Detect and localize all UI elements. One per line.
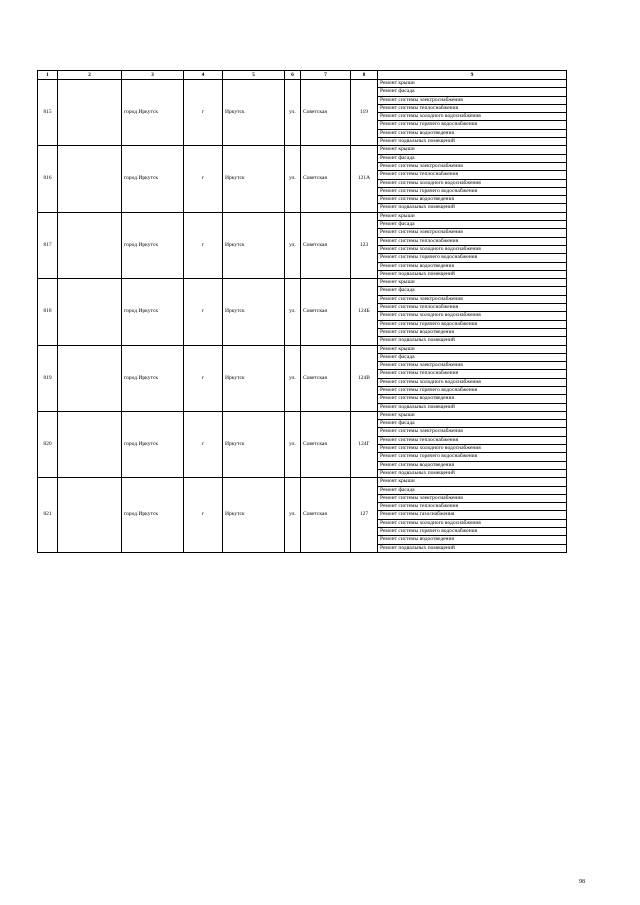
work-type-cell: Ремонт системы теплоснабжения xyxy=(378,171,567,179)
work-type-cell: Ремонт системы водоотведения xyxy=(378,536,567,544)
work-type-cell: Ремонт крыши xyxy=(378,478,567,486)
work-type-cell: Ремонт системы горячего водоснабжения xyxy=(378,386,567,394)
settlement-type-cell: г xyxy=(184,212,223,278)
works-table xyxy=(37,70,567,553)
work-type-cell: Ремонт подвальных помещений xyxy=(378,138,567,146)
header-cell: 3 xyxy=(122,71,184,80)
table-header xyxy=(38,71,567,80)
record-number: 819 xyxy=(38,345,58,411)
settlement-cell: Иркутск xyxy=(223,80,285,146)
work-type-cell: Ремонт фасада xyxy=(378,353,567,361)
settlement-type-cell: г xyxy=(184,80,223,146)
work-type-cell: Ремонт системы холодного водоснабжения xyxy=(378,519,567,527)
work-type-cell: Ремонт системы электроснабжения xyxy=(378,295,567,303)
page-number: 98 xyxy=(579,879,585,885)
street-cell: Советская xyxy=(301,279,351,345)
street-type-cell: ул. xyxy=(285,80,301,146)
header-row xyxy=(38,71,567,80)
settlement-type-cell: г xyxy=(184,345,223,411)
municipality-cell: город Иркутск xyxy=(122,345,184,411)
work-type-cell: Ремонт системы горячего водоснабжения xyxy=(378,187,567,195)
municipality-cell: город Иркутск xyxy=(122,80,184,146)
street-cell: Советская xyxy=(301,212,351,278)
house-number-cell: 127 xyxy=(351,478,378,553)
street-type-cell: ул. xyxy=(285,146,301,212)
work-type-cell: Ремонт фасада xyxy=(378,154,567,162)
work-type-cell: Ремонт системы водоотведения xyxy=(378,461,567,469)
work-type-cell: Ремонт подвальных помещений xyxy=(378,204,567,212)
municipality-cell: город Иркутск xyxy=(122,279,184,345)
work-type-cell: Ремонт системы теплоснабжения xyxy=(378,436,567,444)
header-cell: 5 xyxy=(223,71,285,80)
header-cell: 6 xyxy=(285,71,301,80)
work-type-cell: Ремонт системы горячего водоснабжения xyxy=(378,121,567,129)
header-cell: 2 xyxy=(58,71,122,80)
empty-cell xyxy=(58,411,122,477)
house-number-cell: 119 xyxy=(351,80,378,146)
work-type-cell: Ремонт системы горячего водоснабжения xyxy=(378,528,567,536)
record-number: 815 xyxy=(38,80,58,146)
record-number: 821 xyxy=(38,478,58,553)
work-type-cell: Ремонт системы теплоснабжения xyxy=(378,104,567,112)
table-body xyxy=(38,80,567,553)
table-row xyxy=(38,80,567,88)
work-type-cell: Ремонт подвальных помещений xyxy=(378,544,567,552)
table-row xyxy=(38,345,567,353)
work-type-cell: Ремонт системы теплоснабжения xyxy=(378,304,567,312)
work-type-cell: Ремонт подвальных помещений xyxy=(378,270,567,278)
work-type-cell: Ремонт системы газоснабжения xyxy=(378,511,567,519)
work-type-cell: Ремонт системы горячего водоснабжения xyxy=(378,320,567,328)
header-cell: 1 xyxy=(38,71,58,80)
house-number-cell: 123 xyxy=(351,212,378,278)
work-type-cell: Ремонт системы водоотведения xyxy=(378,196,567,204)
settlement-cell: Иркутск xyxy=(223,212,285,278)
street-cell: Советская xyxy=(301,411,351,477)
settlement-cell: Иркутск xyxy=(223,345,285,411)
record-number: 820 xyxy=(38,411,58,477)
work-type-cell: Ремонт системы теплоснабжения xyxy=(378,503,567,511)
work-type-cell: Ремонт системы холодного водоснабжения xyxy=(378,378,567,386)
header-cell: 7 xyxy=(301,71,351,80)
empty-cell xyxy=(58,212,122,278)
settlement-cell: Иркутск xyxy=(223,146,285,212)
work-type-cell: Ремонт крыши xyxy=(378,411,567,419)
house-number-cell: 124Б xyxy=(351,279,378,345)
street-cell: Советская xyxy=(301,146,351,212)
work-type-cell: Ремонт системы водоотведения xyxy=(378,262,567,270)
settlement-type-cell: г xyxy=(184,146,223,212)
work-type-cell: Ремонт системы электроснабжения xyxy=(378,229,567,237)
street-type-cell: ул. xyxy=(285,212,301,278)
settlement-cell: Иркутск xyxy=(223,279,285,345)
work-type-cell: Ремонт системы электроснабжения xyxy=(378,162,567,170)
work-type-cell: Ремонт системы холодного водоснабжения xyxy=(378,113,567,121)
settlement-type-cell: г xyxy=(184,411,223,477)
street-type-cell: ул. xyxy=(285,279,301,345)
table-row xyxy=(38,146,567,154)
work-type-cell: Ремонт системы холодного водоснабжения xyxy=(378,445,567,453)
work-type-cell: Ремонт системы теплоснабжения xyxy=(378,237,567,245)
work-type-cell: Ремонт системы электроснабжения xyxy=(378,362,567,370)
record-number: 816 xyxy=(38,146,58,212)
record-number: 818 xyxy=(38,279,58,345)
street-cell: Советская xyxy=(301,345,351,411)
settlement-type-cell: г xyxy=(184,279,223,345)
work-type-cell: Ремонт системы водоотведения xyxy=(378,328,567,336)
record-number: 817 xyxy=(38,212,58,278)
settlement-cell: Иркутск xyxy=(223,478,285,553)
work-type-cell: Ремонт крыши xyxy=(378,146,567,154)
empty-cell xyxy=(58,345,122,411)
work-type-cell: Ремонт системы горячего водоснабжения xyxy=(378,453,567,461)
work-type-cell: Ремонт системы горячего водоснабжения xyxy=(378,254,567,262)
work-type-cell: Ремонт системы водоотведения xyxy=(378,395,567,403)
header-cell: 8 xyxy=(351,71,378,80)
header-cell: 9 xyxy=(378,71,567,80)
table-row xyxy=(38,411,567,419)
empty-cell xyxy=(58,80,122,146)
work-type-cell: Ремонт фасада xyxy=(378,221,567,229)
street-type-cell: ул. xyxy=(285,411,301,477)
house-number-cell: 121А xyxy=(351,146,378,212)
settlement-type-cell: г xyxy=(184,478,223,553)
settlement-cell: Иркутск xyxy=(223,411,285,477)
table-row xyxy=(38,212,567,220)
work-type-cell: Ремонт крыши xyxy=(378,80,567,88)
work-type-cell: Ремонт подвальных помещений xyxy=(378,337,567,345)
municipality-cell: город Иркутск xyxy=(122,478,184,553)
municipality-cell: город Иркутск xyxy=(122,146,184,212)
work-type-cell: Ремонт системы холодного водоснабжения xyxy=(378,245,567,253)
work-type-cell: Ремонт фасада xyxy=(378,88,567,96)
work-type-cell: Ремонт фасада xyxy=(378,287,567,295)
street-cell: Советская xyxy=(301,80,351,146)
work-type-cell: Ремонт подвальных помещений xyxy=(378,403,567,411)
work-type-cell: Ремонт крыши xyxy=(378,279,567,287)
work-type-cell: Ремонт системы холодного водоснабжения xyxy=(378,312,567,320)
work-type-cell: Ремонт системы водоотведения xyxy=(378,129,567,137)
street-type-cell: ул. xyxy=(285,345,301,411)
house-number-cell: 124В xyxy=(351,345,378,411)
street-type-cell: ул. xyxy=(285,478,301,553)
empty-cell xyxy=(58,478,122,553)
work-type-cell: Ремонт системы теплоснабжения xyxy=(378,370,567,378)
empty-cell xyxy=(58,279,122,345)
table-row xyxy=(38,279,567,287)
work-type-cell: Ремонт фасада xyxy=(378,420,567,428)
table-row xyxy=(38,478,567,486)
work-type-cell: Ремонт фасада xyxy=(378,486,567,494)
work-type-cell: Ремонт крыши xyxy=(378,212,567,220)
work-type-cell: Ремонт крыши xyxy=(378,345,567,353)
house-number-cell: 124Г xyxy=(351,411,378,477)
work-type-cell: Ремонт системы холодного водоснабжения xyxy=(378,179,567,187)
empty-cell xyxy=(58,146,122,212)
work-type-cell: Ремонт системы электроснабжения xyxy=(378,96,567,104)
municipality-cell: город Иркутск xyxy=(122,411,184,477)
work-type-cell: Ремонт системы электроснабжения xyxy=(378,494,567,502)
work-type-cell: Ремонт системы электроснабжения xyxy=(378,428,567,436)
work-type-cell: Ремонт подвальных помещений xyxy=(378,469,567,477)
municipality-cell: город Иркутск xyxy=(122,212,184,278)
street-cell: Советская xyxy=(301,478,351,553)
header-cell: 4 xyxy=(184,71,223,80)
